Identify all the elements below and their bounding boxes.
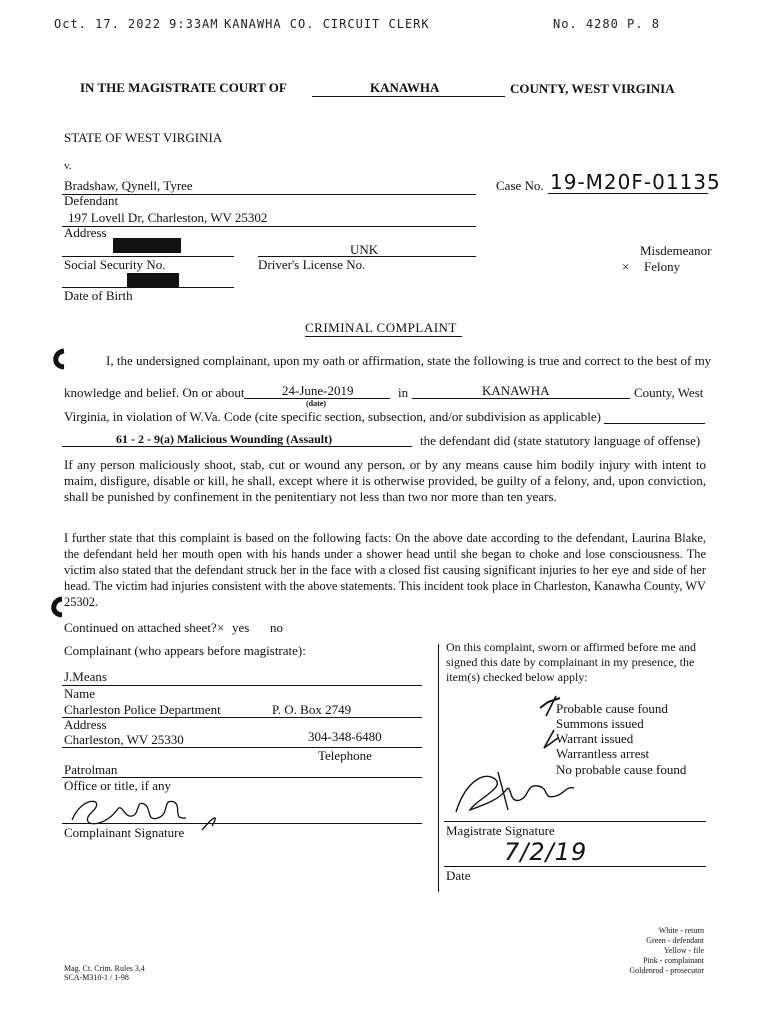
drivers-license-value: UNK <box>350 242 379 257</box>
in-word: in <box>398 385 409 400</box>
copy-green: Green - defendant <box>646 936 704 945</box>
fax-date: Oct. 17. 2022 9:33AM <box>54 17 219 31</box>
state-heading: STATE OF WEST VIRGINIA <box>64 130 223 145</box>
fax-sender: KANAWHA CO. CIRCUIT CLERK <box>224 17 430 31</box>
complainant-title: Patrolman <box>64 762 118 777</box>
complainant-po-box: P. O. Box 2749 <box>272 702 352 717</box>
case-no-label: Case No. <box>496 178 544 193</box>
option-summons: Summons issued <box>556 716 644 731</box>
date-caption: (date) <box>306 399 326 408</box>
misdemeanor-option: Misdemeanor <box>640 243 712 258</box>
complainant-phone-label: Telephone <box>318 748 372 763</box>
versus: v. <box>64 160 72 172</box>
punch-hole-mark-top <box>50 348 68 370</box>
defendant-address: 197 Lovell Dr, Charleston, WV 25302 <box>68 210 268 225</box>
complainant-phone: 304-348-6480 <box>308 729 382 744</box>
punch-hole-mark-bottom <box>48 596 66 618</box>
continued-checkmark: × <box>217 620 225 635</box>
option-no-probable-cause: No probable cause found <box>556 762 687 777</box>
option-warrant: Warrant issued <box>556 731 634 746</box>
fax-page-number: No. 4280 P. 8 <box>553 17 660 31</box>
magistrate-date-label: Date <box>446 868 471 883</box>
document-title: CRIMINAL COMPLAINT <box>305 320 457 335</box>
facts-paragraph: I further state that this complaint is based on the following facts: On the above date according to the defendant, Laurina Blake, the defendant held her mouth open with his hands under a shower head until she began to choke and lose consciousness. The victim also stated that the defendant struck her in the face with a closed fist causing significant injuries to her eye and side of her head. The victim had injuries consistent with the above statements. This incident took place in Charleston, Kanawha County, WV 25302. <box>64 531 706 609</box>
offense-date: 24-June-2019 <box>282 383 354 398</box>
complainant-title-label: Office or title, if any <box>64 778 171 793</box>
offense-county: KANAWHA <box>482 383 550 398</box>
copy-yellow: Yellow - file <box>663 946 704 955</box>
felony-checkmark: × <box>622 259 630 274</box>
complainant-name-label: Name <box>64 686 96 701</box>
copy-white: White - return <box>658 926 704 935</box>
statement-line-4: the defendant did (state statutory language of offense) <box>420 433 701 448</box>
case-number: 19-M20F-01135 <box>550 170 721 194</box>
court-prefix: IN THE MAGISTRATE COURT OF <box>80 80 287 95</box>
checkmarks <box>536 694 566 754</box>
dob-redaction <box>127 273 179 287</box>
option-warrantless-arrest: Warrantless arrest <box>556 746 650 761</box>
code-section: 61 - 2 - 9(a) Malicious Wounding (Assault) <box>116 432 333 446</box>
complainant-city: Charleston, WV 25330 <box>64 732 184 747</box>
footer-rules: Mag. Ct. Crim. Rules 3,4 <box>64 964 145 973</box>
court-county: KANAWHA <box>370 80 440 95</box>
complainant-department: Charleston Police Department <box>64 702 221 717</box>
address-label: Address <box>64 225 107 240</box>
defendant-name: Bradshaw, Qynell, Tyree <box>64 178 193 193</box>
magistrate-signature-label: Magistrate Signature <box>446 823 555 838</box>
dob-label: Date of Birth <box>64 288 133 303</box>
statutory-language: If any person maliciously shoot, stab, cut or wound any person, or by any means cause him bodily injury with intent to maim, disfigure, disable or kill, he shall, except where it is otherwise provided, be guilty of a felony, and, upon conviction, shall be punished by confinement in the penitentiary not less than two nor more than ten years. <box>64 457 706 504</box>
statement-line-1: I, the undersigned complainant, upon my oath or affirmation, state the following is true and correct to the best of my <box>106 353 712 368</box>
statement-line-2-b: County, West <box>634 385 704 400</box>
complainant-name: J.Means <box>64 669 107 684</box>
complainant-header: Complainant (who appears before magistrate): <box>64 643 306 658</box>
complainant-signature-label: Complainant Signature <box>64 825 185 840</box>
statement-line-2-a: knowledge and belief. On or about <box>64 385 245 400</box>
drivers-license-label: Driver's License No. <box>258 257 366 272</box>
statement-line-3: Virginia, in violation of W.Va. Code (cite specific section, subsection, and/or subdivision as applicable) <box>64 409 601 424</box>
magistrate-signature <box>446 760 586 822</box>
magistrate-statement: On this complaint, sworn or affirmed before me and signed this date by complainant in my presence, the item(s) checked below apply: <box>446 640 697 684</box>
complainant-address-label: Address <box>64 717 107 732</box>
magistrate-date: 7/2/19 <box>504 838 588 866</box>
option-probable-cause: Probable cause found <box>556 701 668 716</box>
copy-pink: Pink - complainant <box>643 956 704 965</box>
court-suffix: COUNTY, WEST VIRGINIA <box>510 81 675 96</box>
ssn-label: Social Security No. <box>64 257 166 272</box>
footer-form-number: SCA-M310-1 / 1-98 <box>64 973 129 982</box>
defendant-label: Defendant <box>64 193 119 208</box>
copy-goldenrod: Goldenrod - prosecutor <box>629 966 704 975</box>
ssn-redaction <box>113 238 181 253</box>
felony-option: Felony <box>644 259 681 274</box>
continued-yes: yes <box>232 620 250 635</box>
continued-label: Continued on attached sheet? <box>64 620 217 635</box>
continued-no: no <box>270 620 283 635</box>
